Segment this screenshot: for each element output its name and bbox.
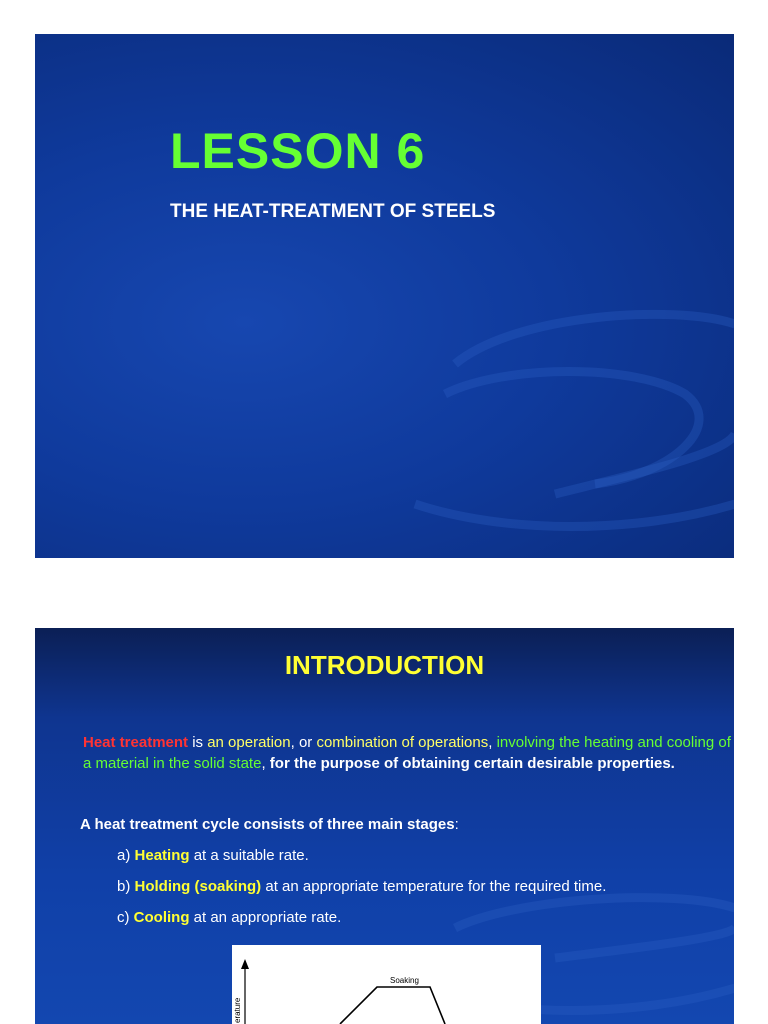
- stage-prefix: b): [117, 878, 135, 895]
- heat-treatment-cycle-diagram: [232, 945, 541, 1024]
- stage-keyword: Heating: [134, 847, 190, 864]
- definition-operation: an operation: [207, 734, 291, 751]
- stage-description: at an appropriate rate.: [189, 909, 342, 926]
- cycle-curve: [340, 987, 445, 1024]
- stage-keyword: Holding (soaking): [134, 878, 262, 895]
- definition-or: , or: [290, 734, 317, 751]
- definition-comma-2: ,: [261, 755, 270, 772]
- slide-introduction: [35, 628, 734, 1024]
- soaking-label: Soaking: [390, 976, 419, 985]
- definition-purpose: for the purpose of obtaining certain desirable properties.: [269, 755, 675, 772]
- stage-holding: [117, 878, 606, 895]
- stages-intro: [80, 816, 459, 833]
- lesson-subtitle: THE HEAT-TREATMENT OF STEELS: [170, 201, 496, 222]
- stage-prefix: a): [117, 847, 135, 864]
- stage-cooling: [117, 909, 341, 926]
- stage-heating: [117, 847, 309, 864]
- stages-intro-colon: :: [454, 816, 459, 833]
- axis-label: erature: [233, 997, 242, 1023]
- axis-arrowhead: [241, 959, 249, 969]
- heat-treatment-definition: [83, 732, 731, 774]
- decorative-swirl: [35, 34, 734, 558]
- definition-combination: combination of operations: [316, 734, 489, 751]
- stage-keyword: Cooling: [133, 909, 190, 926]
- stage-prefix: c): [117, 909, 134, 926]
- lesson-title: LESSON 6: [170, 123, 426, 179]
- definition-involving: involving the heating and cooling of a material in the solid state: [83, 734, 731, 772]
- introduction-title: INTRODUCTION: [284, 650, 485, 680]
- stage-description: at an appropriate temperature for the required time.: [261, 878, 607, 895]
- stages-intro-text: A heat treatment cycle consists of three main stages: [80, 816, 455, 833]
- stage-description: at a suitable rate.: [189, 847, 309, 864]
- definition-comma: ,: [488, 734, 497, 751]
- cycle-diagram-svg: [232, 945, 541, 1024]
- slide-lesson-title: [35, 34, 734, 558]
- definition-is: is: [188, 734, 208, 751]
- term-heat-treatment: Heat treatment: [83, 734, 189, 751]
